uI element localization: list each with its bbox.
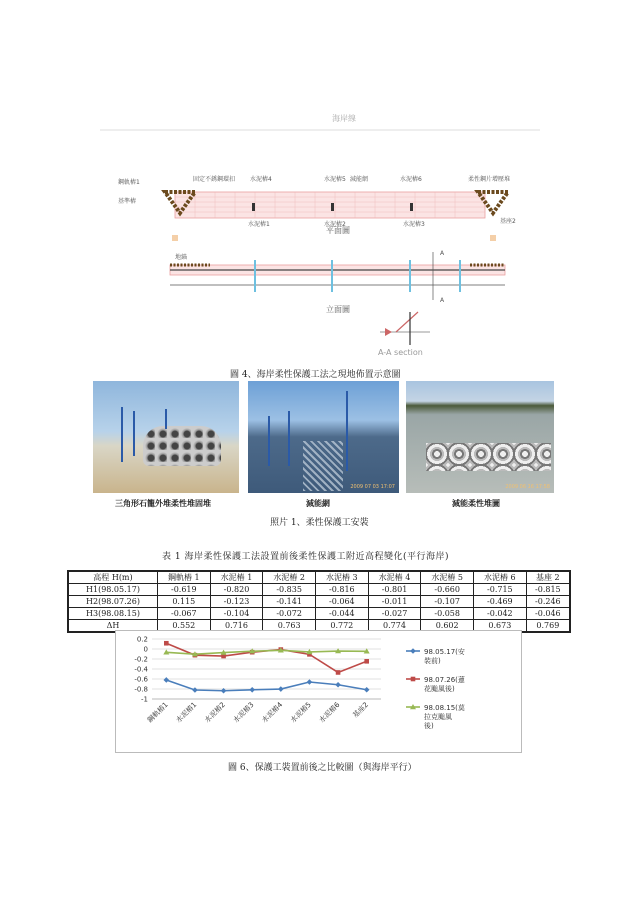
section-sketch: [380, 312, 430, 345]
table-cell: ΔH: [68, 620, 157, 633]
y-tick-label: 0.2: [136, 635, 148, 644]
table-header-cell: 鋼軌樁 1: [157, 571, 210, 584]
table-cell: -0.042: [474, 608, 527, 620]
table-cell: -0.815: [526, 584, 570, 596]
table-header-cell: 水泥樁 3: [315, 571, 368, 584]
legend-marker: [411, 677, 416, 682]
table-cell: -0.141: [263, 596, 316, 608]
table-cell: 0.772: [315, 620, 368, 633]
section-title: A-A section: [378, 348, 423, 357]
table-title: 表 1 海岸柔性保護工法設置前後柔性保護工附近高程變化(平行海岸): [162, 552, 449, 562]
table-cell: -0.046: [526, 608, 570, 620]
data-point: [249, 687, 255, 693]
label-pile5: 水泥樁5: [324, 176, 346, 183]
x-tick-label: 水泥樁1: [174, 700, 199, 725]
table-row: [68, 608, 570, 620]
figure-4: [100, 100, 540, 365]
elevation-table: [67, 570, 571, 633]
table-header-row: [68, 571, 570, 584]
table-cell: -0.067: [157, 608, 210, 620]
data-point: [364, 659, 369, 664]
table-header-cell: 高程 H(m): [68, 571, 157, 584]
legend-label: 98.08.15(莫: [424, 704, 465, 712]
table-cell: -0.619: [157, 584, 210, 596]
x-tick-label: 水泥樁6: [317, 700, 342, 725]
table-header-cell: 水泥樁 1: [210, 571, 263, 584]
legend-label: 花颱風後): [424, 685, 455, 693]
table-cell: -0.123: [210, 596, 263, 608]
pile-2: [331, 203, 334, 211]
coastline-label: 海岸線: [332, 114, 356, 123]
table-cell: -0.715: [474, 584, 527, 596]
table-header-cell: 水泥樁 5: [421, 571, 474, 584]
table-cell: 0.115: [157, 596, 210, 608]
data-point: [307, 679, 313, 685]
marker-left: [172, 235, 178, 241]
photo-flexible-mat: [406, 381, 554, 493]
data-point: [192, 687, 198, 693]
table-cell: -0.058: [421, 608, 474, 620]
photo-gabion: [93, 381, 239, 493]
label-pile2: 水泥樁2: [324, 221, 346, 228]
y-tick-label: -0.8: [134, 685, 148, 694]
pile-3: [410, 203, 413, 211]
table-cell: H2(98.07.26): [68, 596, 157, 608]
figure-6-chart: [115, 630, 522, 753]
table-cell: -0.104: [210, 608, 263, 620]
table-cell: 0.763: [263, 620, 316, 633]
table-cell: 0.552: [157, 620, 210, 633]
table-header-cell: 水泥樁 2: [263, 571, 316, 584]
table-cell: -0.246: [526, 596, 570, 608]
legend-label: 後): [424, 722, 434, 730]
table-row: [68, 584, 570, 596]
x-tick-label: 水泥樁4: [260, 700, 285, 725]
table-header-cell: 水泥樁 6: [474, 571, 527, 584]
label-pile3: 水泥樁3: [403, 221, 425, 228]
section-a-bottom: A: [440, 297, 445, 304]
table-header-cell: 水泥樁 4: [368, 571, 421, 584]
line-chart: [116, 631, 521, 752]
data-point: [364, 687, 370, 693]
table-cell: -0.107: [421, 596, 474, 608]
photo-energy-net: [248, 381, 399, 493]
table-cell: -0.072: [263, 608, 316, 620]
table-cell: 0.716: [210, 620, 263, 633]
y-tick-label: -1: [141, 695, 148, 704]
x-tick-label: 水泥樁2: [203, 700, 227, 725]
table-cell: -0.011: [368, 596, 421, 608]
legend-marker: [410, 648, 416, 654]
legend-label: 98.05.17(安: [424, 648, 465, 656]
photo2-stamp: 2009 07 03 17:07: [350, 484, 395, 490]
table-cell: -0.801: [368, 584, 421, 596]
x-tick-label: 基座2: [351, 700, 371, 720]
table-header-cell: 基座 2: [526, 571, 570, 584]
data-point: [336, 670, 341, 675]
layout-schematic: [100, 100, 540, 365]
marker-right: [490, 235, 496, 241]
label-right-block: 柔性鋼片增壓堆: [468, 176, 511, 183]
table-cell: -0.816: [315, 584, 368, 596]
elevation-view-title: 立面圖: [326, 305, 350, 314]
table-cell: -0.660: [421, 584, 474, 596]
table-cell: -0.064: [315, 596, 368, 608]
table-cell: -0.044: [315, 608, 368, 620]
figure-6-caption: 圖 6、保護工裝置前後之比較圖（與海岸平行）: [228, 763, 417, 773]
data-point: [278, 686, 284, 692]
y-tick-label: 0: [143, 645, 148, 654]
label-pile1: 水泥樁1: [248, 221, 270, 228]
x-tick-label: 水泥樁3: [231, 700, 256, 725]
label-net: 減能網: [350, 176, 369, 183]
legend-label: 拉克颱風: [424, 713, 452, 721]
table-cell: H1(98.05.17): [68, 584, 157, 596]
figure-4-caption: 圖 4、海岸柔性保護工法之現地佈置示意圖: [230, 370, 401, 380]
y-tick-label: -0.4: [134, 665, 148, 674]
label-base2: 基座2: [500, 218, 516, 225]
x-tick-label: 水泥樁5: [289, 700, 313, 725]
series-line: [166, 643, 366, 672]
label-marker: 地錨: [175, 254, 188, 261]
x-tick-label: 鋼軌樁1: [146, 700, 170, 725]
label-base-pile: 基準樁: [118, 198, 137, 205]
plan-view-title: 平面圖: [326, 226, 350, 235]
table-cell: 0.673: [474, 620, 527, 633]
photo-caption: 照片 1、柔性保護工安裝: [270, 518, 369, 528]
label-pile4: 水泥樁4: [250, 176, 272, 183]
table-cell: -0.027: [368, 608, 421, 620]
legend-label: 裝前): [424, 657, 441, 665]
table-cell: -0.469: [474, 596, 527, 608]
photo1-label: 三角形石籠外堆柔性堆固堆: [115, 498, 211, 508]
table-cell: 0.602: [421, 620, 474, 633]
label-steel-pile1: 鋼軌樁1: [118, 179, 140, 186]
table-cell: 0.774: [368, 620, 421, 633]
table-cell: -0.820: [210, 584, 263, 596]
pile-1: [252, 203, 255, 211]
label-pile6: 水泥樁6: [400, 176, 422, 183]
data-point: [335, 682, 341, 688]
photo3-label: 減能柔性堆圖: [452, 498, 500, 508]
table-row: [68, 596, 570, 608]
section-a-top: A: [440, 250, 445, 257]
table-cell: H3(98.08.15): [68, 608, 157, 620]
legend-label: 98.07.26(蓮: [424, 676, 465, 684]
table-cell: 0.769: [526, 620, 570, 633]
y-tick-label: -0.6: [134, 675, 148, 684]
y-tick-label: -0.2: [134, 655, 148, 664]
photo2-label: 減能網: [306, 498, 330, 508]
data-point: [164, 677, 170, 683]
data-point: [164, 641, 169, 646]
table-cell: -0.835: [263, 584, 316, 596]
net-plan: [175, 192, 485, 218]
photo3-stamp: 2009 06 16 17:58: [505, 484, 550, 490]
label-anchor: 固定不銹鋼環扣: [193, 176, 236, 183]
